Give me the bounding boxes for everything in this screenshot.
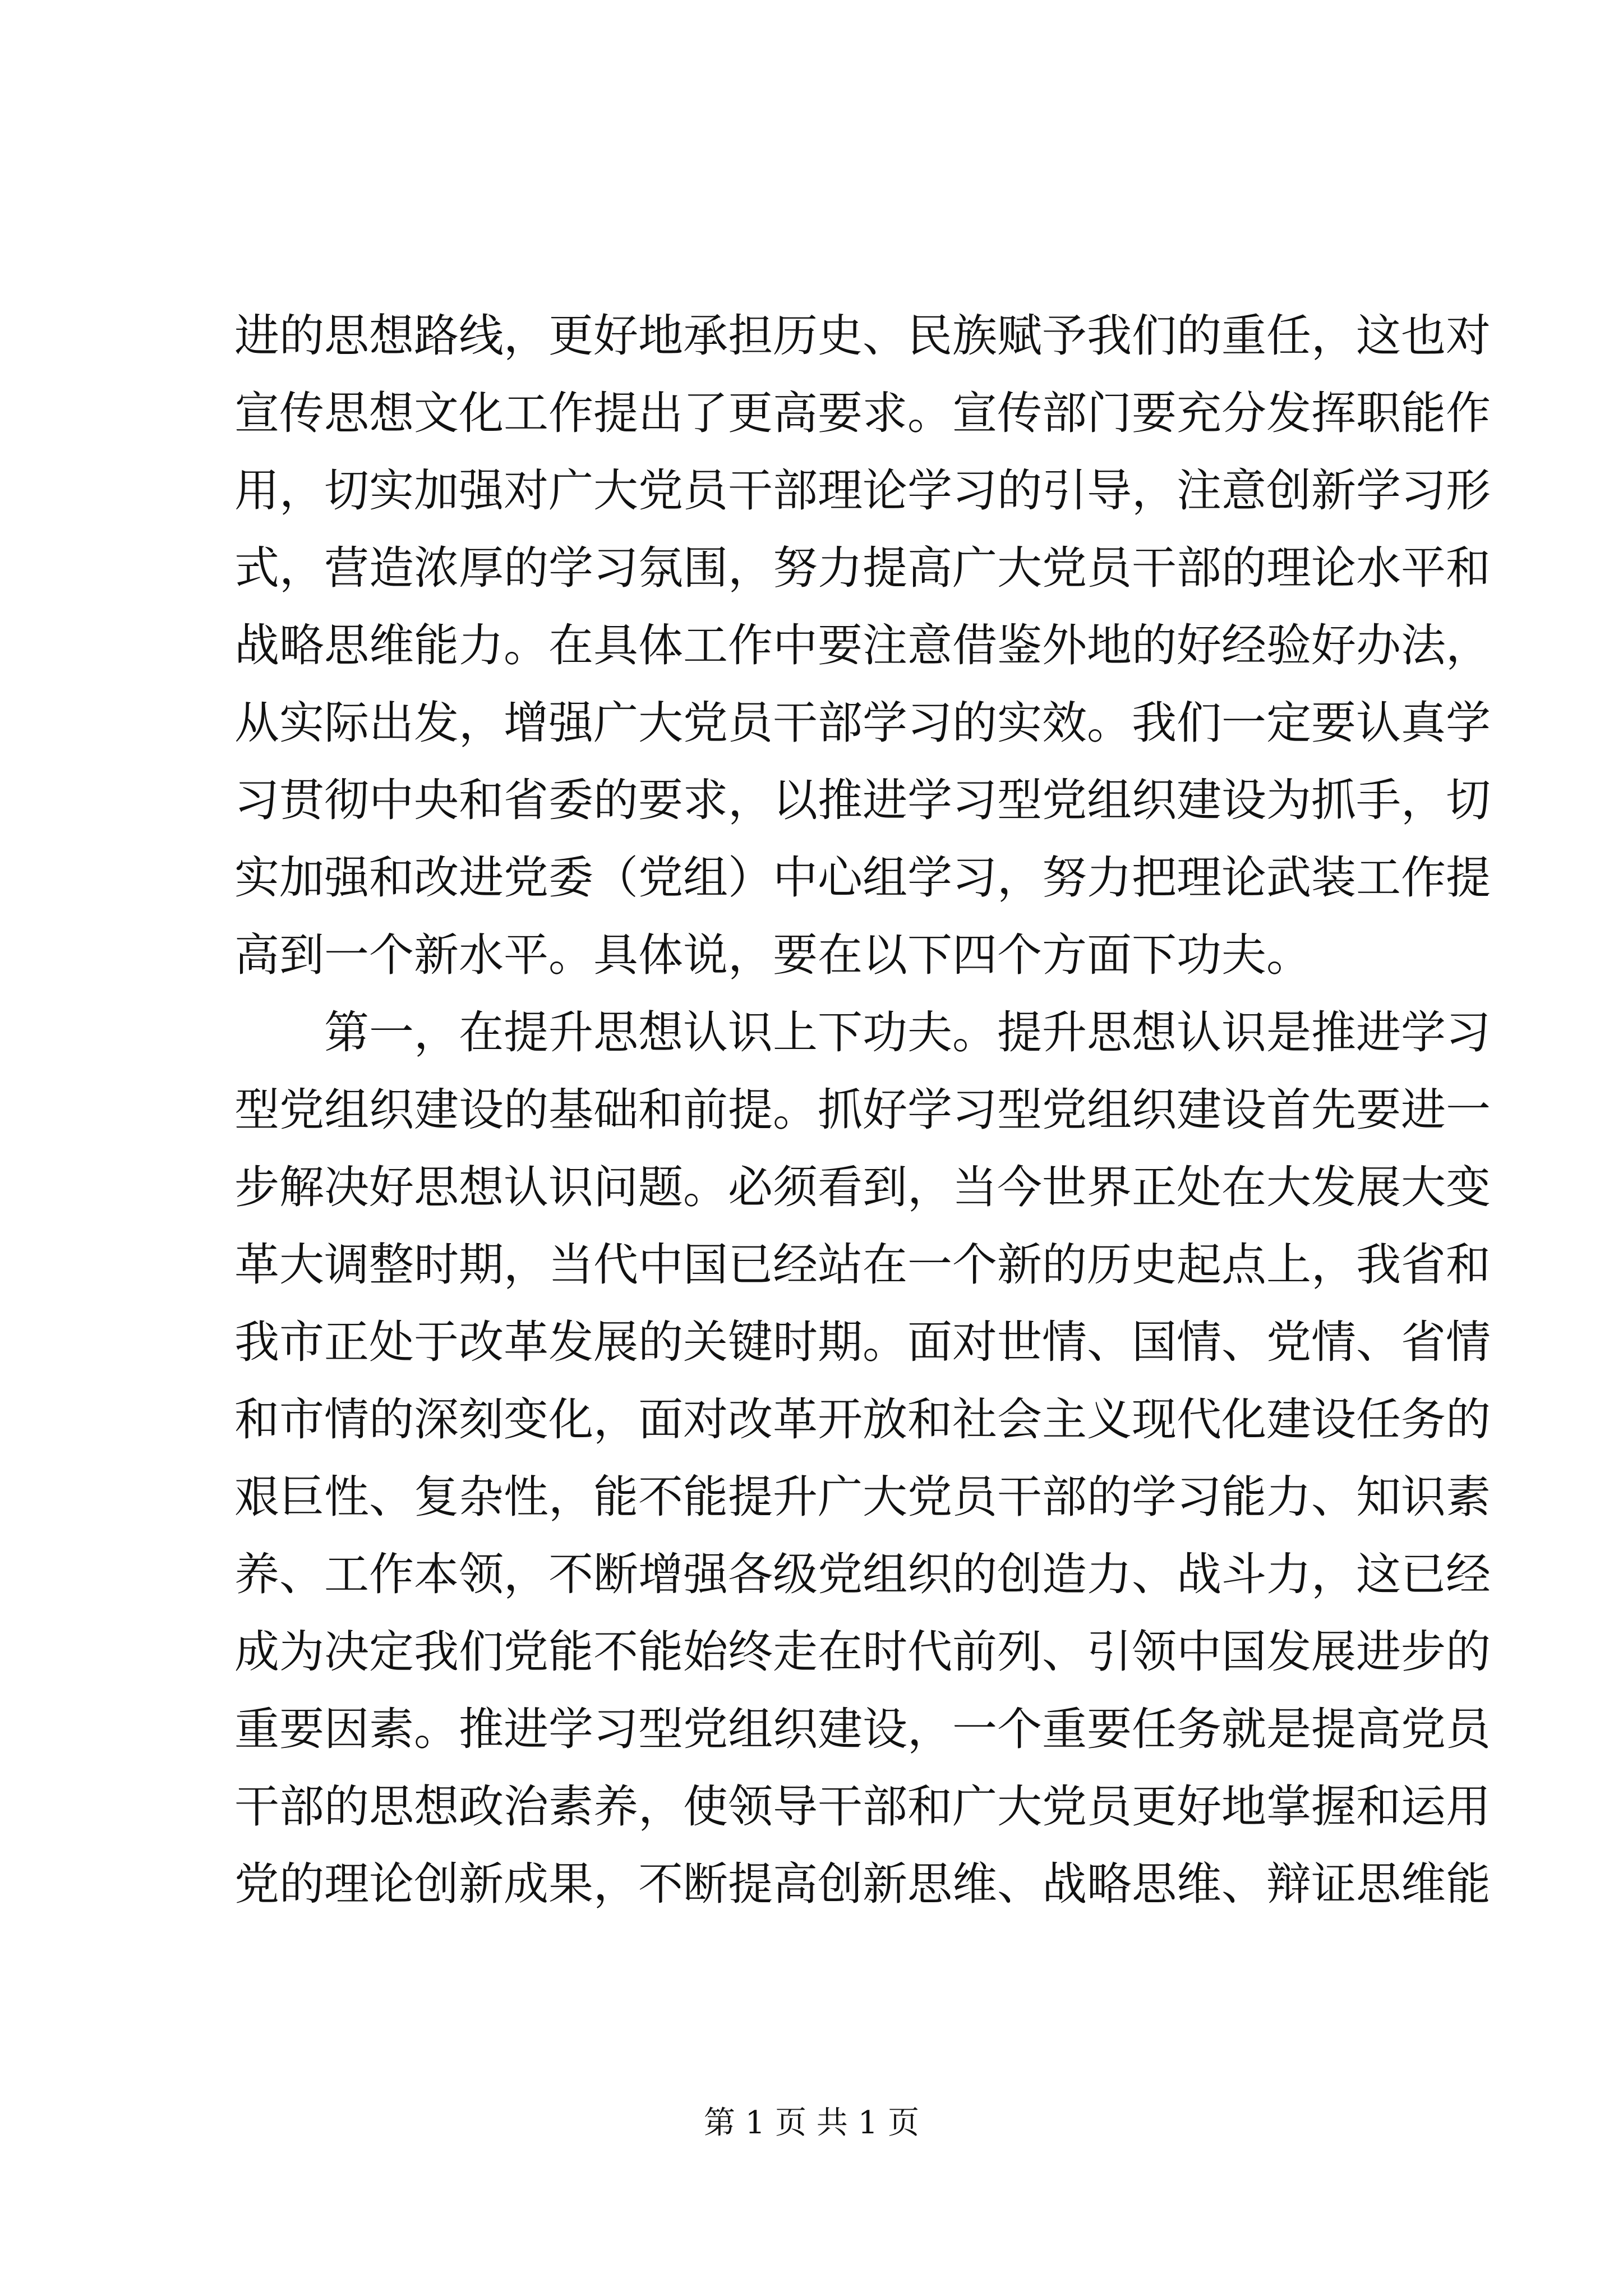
text-line: 宣传思想文化工作提出了更高要求。宣传部门要充分发挥职能作 — [234, 387, 1491, 439]
text-line: 式，营造浓厚的学习氛围，努力提高广大党员干部的理论水平和 — [234, 542, 1491, 594]
text-line: 进的思想路线，更好地承担历史、民族赋予我们的重任，这也对 — [234, 310, 1491, 362]
text-line: 用，切实加强对广大党员干部理论学习的引导，注意创新学习形 — [234, 464, 1491, 517]
text-line: 战略思维能力。在具体工作中要注意借鉴外地的好经验好办法， — [234, 619, 1491, 671]
page-number-footer: 第 1 页 共 1 页 — [703, 2105, 920, 2141]
paragraph-first-line: 第一，在提升思想认识上下功夫。提升思想认识是推进学习 — [324, 1006, 1491, 1059]
text-line: 党的理论创新成果，不断提高创新思维、战略思维、辩证思维能 — [234, 1858, 1491, 1910]
text-line: 习贯彻中央和省委的要求，以推进学习型党组织建设为抓手，切 — [234, 774, 1491, 826]
text-line: 和市情的深刻变化，面对改革开放和社会主义现代化建设任务的 — [234, 1393, 1491, 1446]
text-line: 高到一个新水平。具体说，要在以下四个方面下功夫。 — [234, 929, 1311, 981]
text-line: 养、工作本领，不断增强各级党组织的创造力、战斗力，这已经 — [234, 1548, 1491, 1600]
text-line: 重要因素。推进学习型党组织建设，一个重要任务就是提高党员 — [234, 1703, 1491, 1755]
text-line: 实加强和改进党委（党组）中心组学习，努力把理论武装工作提 — [234, 852, 1491, 904]
text-line: 艰巨性、复杂性，能不能提升广大党员干部的学习能力、知识素 — [234, 1471, 1491, 1523]
text-line: 从实际出发，增强广大党员干部学习的实效。我们一定要认真学 — [234, 697, 1491, 749]
text-line: 型党组织建设的基础和前提。抓好学习型党组织建设首先要进一 — [234, 1084, 1491, 1136]
text-line: 革大调整时期，当代中国已经站在一个新的历史起点上，我省和 — [234, 1239, 1491, 1291]
text-line: 我市正处于改革发展的关键时期。面对世情、国情、党情、省情 — [234, 1316, 1491, 1368]
text-line: 步解决好思想认识问题。必须看到，当今世界正处在大发展大变 — [234, 1161, 1491, 1213]
text-line: 干部的思想政治素养，使领导干部和广大党员更好地掌握和运用 — [234, 1780, 1491, 1833]
text-line: 成为决定我们党能不能始终走在时代前列、引领中国发展进步的 — [234, 1626, 1491, 1678]
body-text — [234, 297, 1491, 1923]
